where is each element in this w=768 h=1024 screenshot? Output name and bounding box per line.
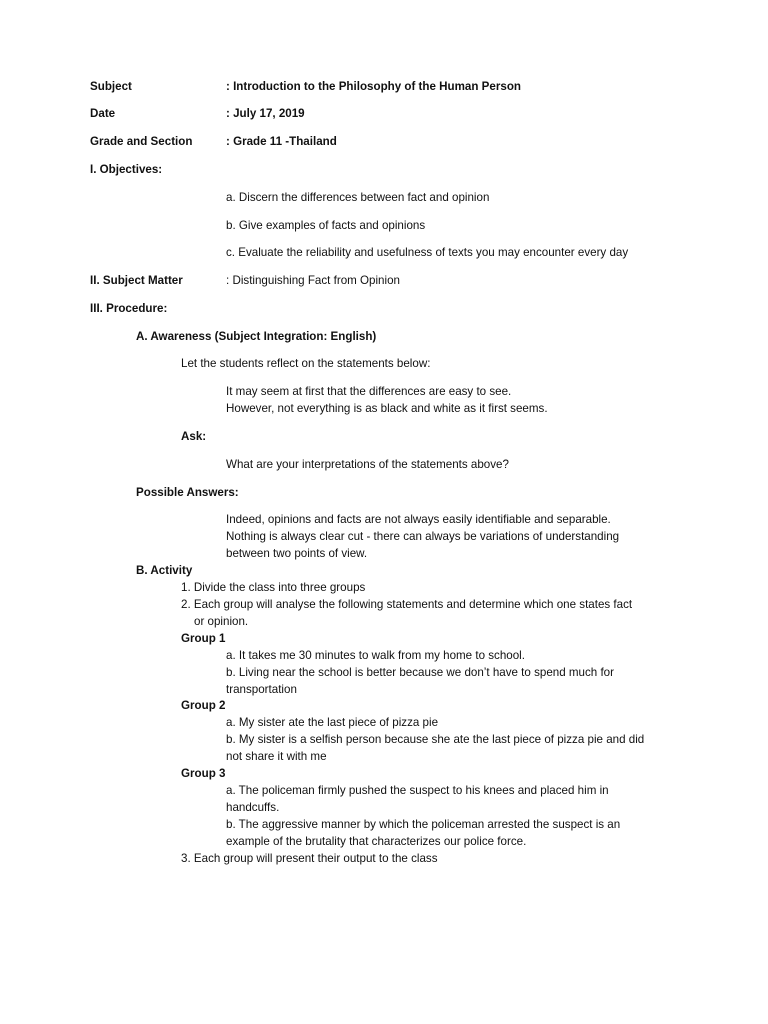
activity-step: 2. Each group will analyse the following statements and determine which one states fact	[181, 598, 633, 611]
ask-label: Ask:	[181, 430, 207, 443]
group-statement: b. My sister is a selfish person because she ate the last piece of pizza pie and did	[226, 733, 645, 746]
answer-line: Indeed, opinions and facts are not always easily identifiable and separable.	[226, 513, 611, 526]
subject-value: : Introduction to the Philosophy of the Human Person	[226, 80, 521, 93]
activity-heading: B. Activity	[136, 564, 193, 577]
date-label: Date	[90, 107, 116, 120]
group-statement: a. The policeman firmly pushed the suspect to his knees and placed him in	[226, 784, 609, 797]
objective-item: b. Give examples of facts and opinions	[226, 219, 426, 232]
reflect-intro: Let the students reflect on the statements below:	[181, 357, 431, 370]
group-statement: a. My sister ate the last piece of pizza pie	[226, 716, 439, 729]
group-statement: b. Living near the school is better because we don’t have to spend much for	[226, 666, 614, 679]
possible-answers-label: Possible Answers:	[136, 486, 239, 499]
activity-step: 3. Each group will present their output to the class	[181, 852, 438, 865]
group-statement: example of the brutality that characterizes our police force.	[226, 835, 527, 848]
date-value: : July 17, 2019	[226, 107, 305, 120]
group-statement: a. It takes me 30 minutes to walk from my home to school.	[226, 649, 525, 662]
grade-label: Grade and Section	[90, 135, 193, 148]
grade-value: : Grade 11 -Thailand	[226, 135, 337, 148]
activity-step: 1. Divide the class into three groups	[181, 581, 366, 594]
awareness-heading: A. Awareness (Subject Integration: English)	[136, 330, 377, 343]
group-statement: b. The aggressive manner by which the policeman arrested the suspect is an	[226, 818, 621, 831]
subject-matter-value: : Distinguishing Fact from Opinion	[226, 274, 400, 287]
objectives-heading: I. Objectives:	[90, 163, 163, 176]
procedure-heading: III. Procedure:	[90, 302, 168, 315]
activity-step-continued: or opinion.	[194, 615, 249, 628]
answer-line: Nothing is always clear cut - there can always be variations of understanding	[226, 530, 620, 543]
group-statement: not share it with me	[226, 750, 327, 763]
group-label: Group 1	[181, 632, 226, 645]
subject-matter-label: II. Subject Matter	[90, 274, 183, 287]
reflection-statement: However, not everything is as black and white as it first seems.	[226, 402, 548, 415]
answer-line: between two points of view.	[226, 547, 368, 560]
group-label: Group 2	[181, 699, 226, 712]
subject-label: Subject	[90, 80, 132, 93]
objective-item: a. Discern the differences between fact and opinion	[226, 191, 490, 204]
group-label: Group 3	[181, 767, 226, 780]
group-statement: transportation	[226, 683, 297, 696]
reflection-statement: It may seem at first that the differences are easy to see.	[226, 385, 512, 398]
ask-question: What are your interpretations of the statements above?	[226, 458, 509, 471]
group-statement: handcuffs.	[226, 801, 280, 814]
objective-item: c. Evaluate the reliability and usefulness of texts you may encounter every day	[226, 246, 629, 259]
